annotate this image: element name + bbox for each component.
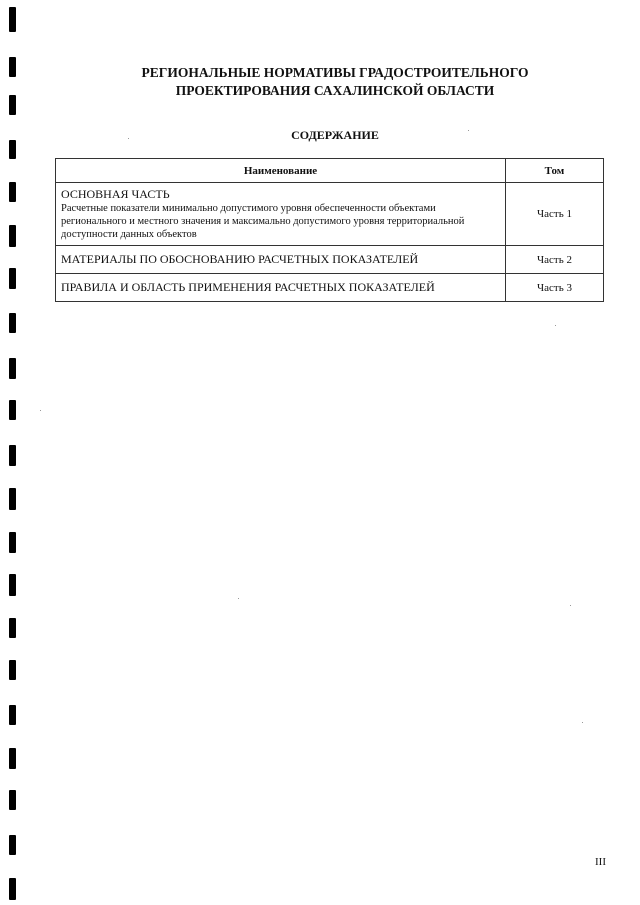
row-volume: Часть 2 <box>506 246 604 274</box>
scan-speck <box>570 605 571 606</box>
contents-table <box>55 158 604 302</box>
binding-mark <box>9 748 16 769</box>
page-number: III <box>595 856 606 868</box>
title-line-1: РЕГИОНАЛЬНЫЕ НОРМАТИВЫ ГРАДОСТРОИТЕЛЬНОГО <box>141 65 529 80</box>
table-row <box>56 246 604 274</box>
binding-mark <box>9 182 16 202</box>
binding-mark <box>9 705 16 725</box>
row-title: МАТЕРИАЛЫ ПО ОБОСНОВАНИЮ РАСЧЕТНЫХ ПОКАЗАТЕЛЕЙ <box>61 252 419 266</box>
toc-heading: СОДЕРЖАНИЕ <box>291 128 379 142</box>
row-title: ОСНОВНАЯ ЧАСТЬ <box>61 187 170 201</box>
table-row <box>56 183 604 246</box>
scan-speck <box>582 722 583 723</box>
document-title <box>100 64 570 100</box>
row-volume: Часть 1 <box>506 183 604 246</box>
title-line-2: ПРОЕКТИРОВАНИЯ САХАЛИНСКОЙ ОБЛАСТИ <box>175 83 495 98</box>
header-volume: Том <box>506 159 604 183</box>
table-row <box>56 274 604 302</box>
binding-mark <box>9 268 16 289</box>
row-volume: Часть 3 <box>506 274 604 302</box>
scan-speck <box>238 598 239 599</box>
binding-mark <box>9 618 16 638</box>
binding-mark <box>9 7 16 32</box>
row-name-cell <box>56 246 506 274</box>
table-header-row <box>56 159 604 183</box>
binding-mark <box>9 445 16 466</box>
binding-mark <box>9 574 16 596</box>
scan-speck <box>555 325 556 326</box>
binding-mark <box>9 488 16 510</box>
binding-mark <box>9 790 16 810</box>
scan-speck <box>40 410 41 411</box>
row-description: Расчетные показатели минимально допустимого уровня обеспеченности объектами регионального и местного значения и максимально допустимого уровня территориальной доступности данных объектов <box>61 203 465 240</box>
binding-mark <box>9 660 16 680</box>
binding-mark <box>9 358 16 379</box>
row-name-cell <box>56 274 506 302</box>
binding-mark <box>9 140 16 159</box>
row-name-cell <box>56 183 506 246</box>
binding-mark <box>9 878 16 900</box>
scan-speck <box>128 138 129 139</box>
binding-mark <box>9 835 16 855</box>
binding-holes <box>9 0 17 905</box>
binding-mark <box>9 225 16 247</box>
header-name: Наименование <box>56 159 506 183</box>
binding-mark <box>9 532 16 553</box>
binding-mark <box>9 57 16 77</box>
binding-mark <box>9 313 16 333</box>
binding-mark <box>9 95 16 115</box>
binding-mark <box>9 400 16 420</box>
row-title: ПРАВИЛА И ОБЛАСТЬ ПРИМЕНЕНИЯ РАСЧЕТНЫХ ПОКАЗАТЕЛЕЙ <box>61 280 435 294</box>
scan-speck <box>468 130 469 131</box>
